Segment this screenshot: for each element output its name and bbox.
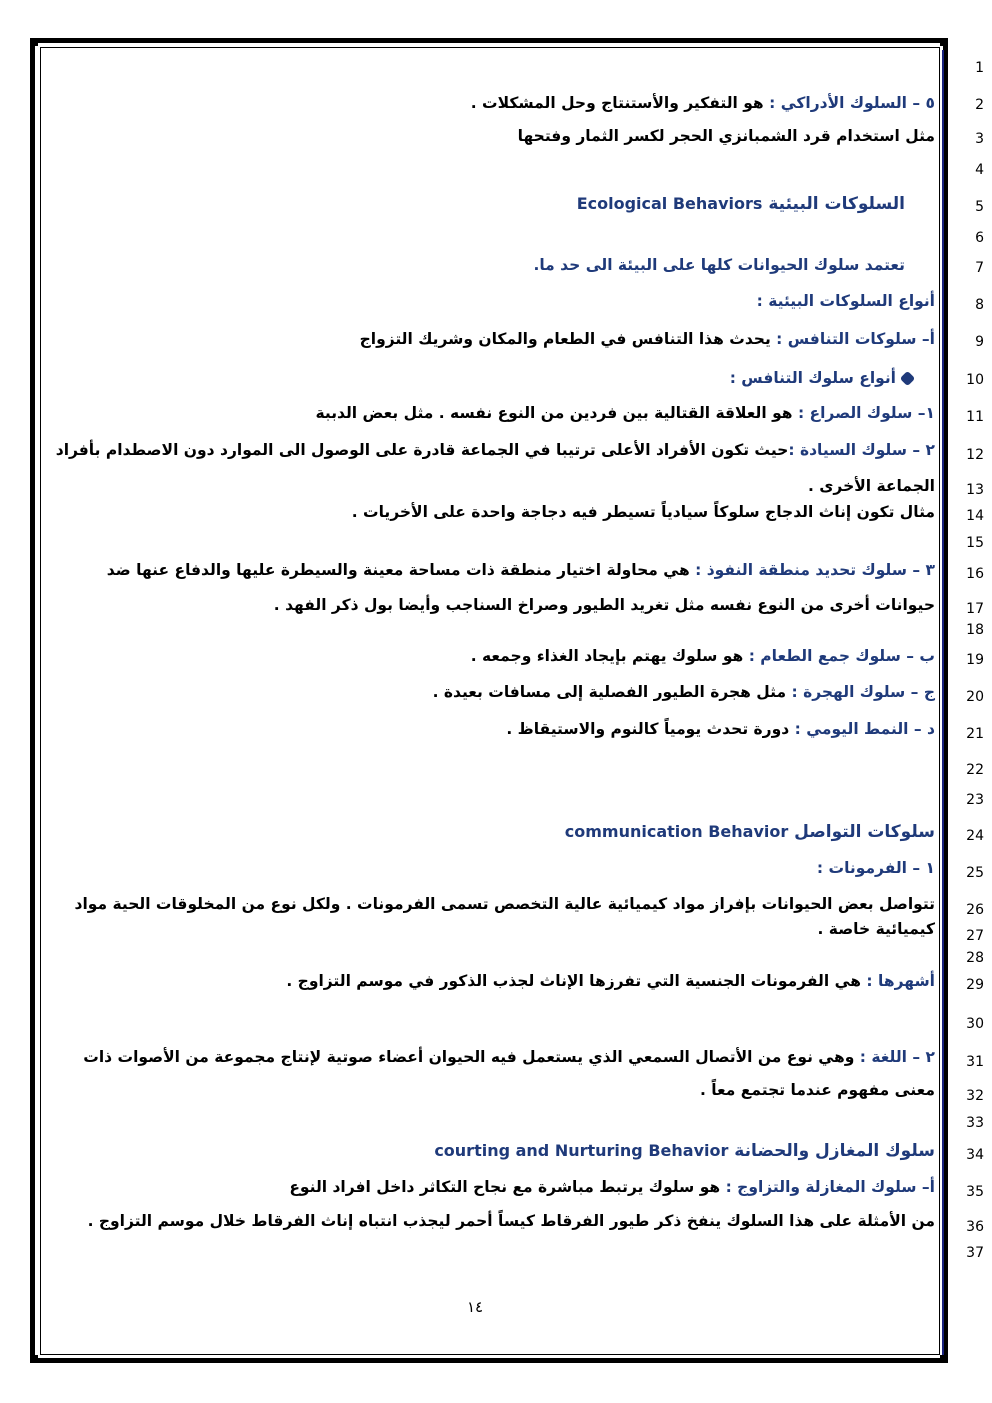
english-heading: communication Behavior	[564, 822, 789, 841]
text-line	[55, 561, 935, 579]
body-text: الجماعة الأخرى .	[807, 477, 935, 495]
line-number: 22	[966, 762, 984, 778]
text-line	[55, 720, 935, 738]
body-text: حيث تكون الأفراد الأعلى ترتيبا في الجماعة قادرة على الوصول الى الموارد دون الاصطدام بأفراد	[55, 441, 789, 459]
line-number: 17	[966, 601, 984, 617]
section-title	[55, 194, 935, 214]
line-number: 10	[966, 372, 984, 388]
line-number-rule	[942, 50, 944, 1355]
text-line	[55, 94, 935, 112]
text-line	[55, 1048, 935, 1066]
text-line	[55, 920, 935, 938]
line-number: 3	[975, 131, 984, 147]
line-number: 1	[975, 60, 984, 76]
section-heading: أنواع السلوكات البيئية :	[756, 292, 935, 310]
line-number: 11	[966, 409, 984, 425]
line-number: 26	[966, 902, 984, 918]
english-heading: courting and Nurturing Behavior	[434, 1141, 729, 1160]
body-text: حيوانات أخرى من النوع نفسه مثل تغريد الطيور وصراخ السناجب وأيضا بول ذكر الفهد .	[273, 596, 935, 614]
text-line	[55, 647, 935, 665]
body-text: دورة تحدث يومياً كالنوم والاستيقاظ .	[506, 720, 795, 738]
line-number: 24	[966, 828, 984, 844]
body-text: يحدث هذا التنافس في الطعام والمكان وشريك التزواج	[359, 330, 777, 348]
text-line	[55, 859, 935, 877]
text-line	[55, 972, 935, 990]
page-number: ١٤	[466, 1298, 484, 1316]
body-text: كيميائية خاصة .	[817, 920, 935, 938]
text-line	[55, 503, 935, 521]
line-number: 12	[966, 447, 984, 463]
body-text: مثال تكون إناث الدجاج سلوكاً سيادياً تسيطر فيه دجاجة واحدة على الأخريات .	[351, 503, 935, 521]
section-heading: ١– سلوك الصراع :	[797, 404, 935, 422]
line-number: 16	[966, 566, 984, 582]
line-number: 36	[966, 1219, 984, 1235]
section-heading: ١ – الفرمونات :	[816, 859, 935, 877]
body-text: هو سلوك يهتم بإيجاد الغذاء وجمعه .	[470, 647, 749, 665]
section-heading: ٣ – سلوك تحديد منطقة النفوذ :	[695, 561, 935, 579]
border-corner	[30, 38, 38, 46]
body-text: هو التفكير والأستنتاج وحل المشكلات .	[470, 94, 770, 112]
body-text: هي محاولة اختيار منطقة ذات مساحة معينة والسيطرة عليها والدفاع عنها ضد	[106, 561, 696, 579]
text-line	[55, 477, 935, 495]
body-text: مثل هجرة الطيور الفصلية إلى مسافات بعيدة .	[432, 683, 792, 701]
section-heading: ب – سلوك جمع الطعام :	[748, 647, 935, 665]
body-text: هو العلاقة القتالية بين فردين من النوع نفسه . مثل بعض الدببة	[315, 404, 798, 422]
line-number: 5	[975, 199, 984, 215]
line-number: 4	[975, 162, 984, 178]
line-number: 29	[966, 977, 984, 993]
line-number: 6	[975, 230, 984, 246]
body-text: من الأمثلة على هذا السلوك ينفخ ذكر طيور الفرقاط كيساً أحمر ليجذب انتباه إناث الفرقاط خلال موسم التزاوج .	[87, 1212, 935, 1230]
line-number: 9	[975, 334, 984, 350]
border-corner	[30, 1355, 38, 1363]
section-heading: ٢ – سلوك السيادة :	[788, 441, 935, 459]
section-heading: أ– سلوكات التنافس :	[776, 330, 935, 348]
text-line	[55, 256, 935, 274]
body-text: هو سلوك يرتبط مباشرة مع نجاح التكاثر داخل افراد النوع	[289, 1178, 726, 1196]
line-number: 34	[966, 1147, 984, 1163]
text-line	[55, 369, 935, 387]
line-number: 33	[966, 1115, 984, 1131]
line-number: 19	[966, 652, 984, 668]
body-text: تتواصل بعض الحيوانات بإفراز مواد كيميائية عالية التخصص تسمى الفرمونات . ولكل نوع من المخلوقات الحية مواد	[74, 895, 935, 913]
line-number: 20	[966, 689, 984, 705]
line-number: 21	[966, 726, 984, 742]
section-heading: ٥ – السلوك الأدراكي :	[769, 94, 935, 112]
line-number: 23	[966, 792, 984, 808]
body-text: هي الفرمونات الجنسية التي تفرزها الإناث لجذب الذكور في موسم التزاوج .	[286, 972, 867, 990]
section-heading: سلوكات التواصل	[788, 822, 935, 842]
text-line	[55, 895, 935, 913]
section-heading: سلوك المغازل والحضانة	[728, 1141, 935, 1161]
text-line	[40, 441, 935, 459]
section-heading: د – النمط اليومي :	[794, 720, 935, 738]
section-heading: أشهرها :	[866, 972, 935, 990]
line-number: 31	[966, 1054, 984, 1070]
line-number: 35	[966, 1184, 984, 1200]
line-number: 15	[966, 535, 984, 551]
bullet-diamond-icon	[900, 371, 916, 387]
text-line	[55, 1212, 935, 1230]
line-number: 28	[966, 950, 984, 966]
line-number: 2	[975, 97, 984, 113]
intro-statement: تعتمد سلوك الحيوانات كلها على البيئة الى حد ما.	[533, 256, 905, 274]
text-line	[55, 330, 935, 348]
text-line	[55, 1178, 935, 1196]
line-number: 27	[966, 928, 984, 944]
line-number: 32	[966, 1088, 984, 1104]
line-number: 13	[966, 482, 984, 498]
text-line	[55, 596, 935, 614]
line-number: 14	[966, 508, 984, 524]
section-heading: ج – سلوك الهجرة :	[791, 683, 935, 701]
body-text: معنى مفهوم عندما تجتمع معاً .	[699, 1081, 935, 1099]
section-title	[55, 822, 935, 842]
text-line	[55, 127, 935, 145]
body-text: مثل استخدام قرد الشمبانزي الحجر لكسر الثمار وفتحها	[517, 127, 935, 145]
border-corner	[940, 38, 948, 46]
line-number: 25	[966, 865, 984, 881]
text-line	[55, 404, 935, 422]
section-heading: أنواع سلوك التنافس :	[729, 369, 896, 387]
section-title	[55, 1141, 935, 1161]
section-heading: السلوكات البيئية	[762, 194, 905, 214]
body-text: وهي نوع من الأتصال السمعي الذي يستعمل فيه الحيوان أعضاء صوتية لإنتاج مجموعة من الأصوات ذات	[83, 1048, 860, 1066]
section-heading: ٢ – اللغة :	[859, 1048, 935, 1066]
line-number: 37	[966, 1245, 984, 1261]
english-heading: Ecological Behaviors	[576, 194, 763, 213]
line-number: 8	[975, 297, 984, 313]
section-heading: أ– سلوك المغازلة والتزاوج :	[725, 1178, 935, 1196]
text-line	[55, 1081, 935, 1099]
border-corner	[940, 1355, 948, 1363]
line-number: 7	[975, 260, 984, 276]
text-line	[55, 292, 935, 310]
line-number: 30	[966, 1016, 984, 1032]
line-number: 18	[966, 622, 984, 638]
text-line	[55, 683, 935, 701]
